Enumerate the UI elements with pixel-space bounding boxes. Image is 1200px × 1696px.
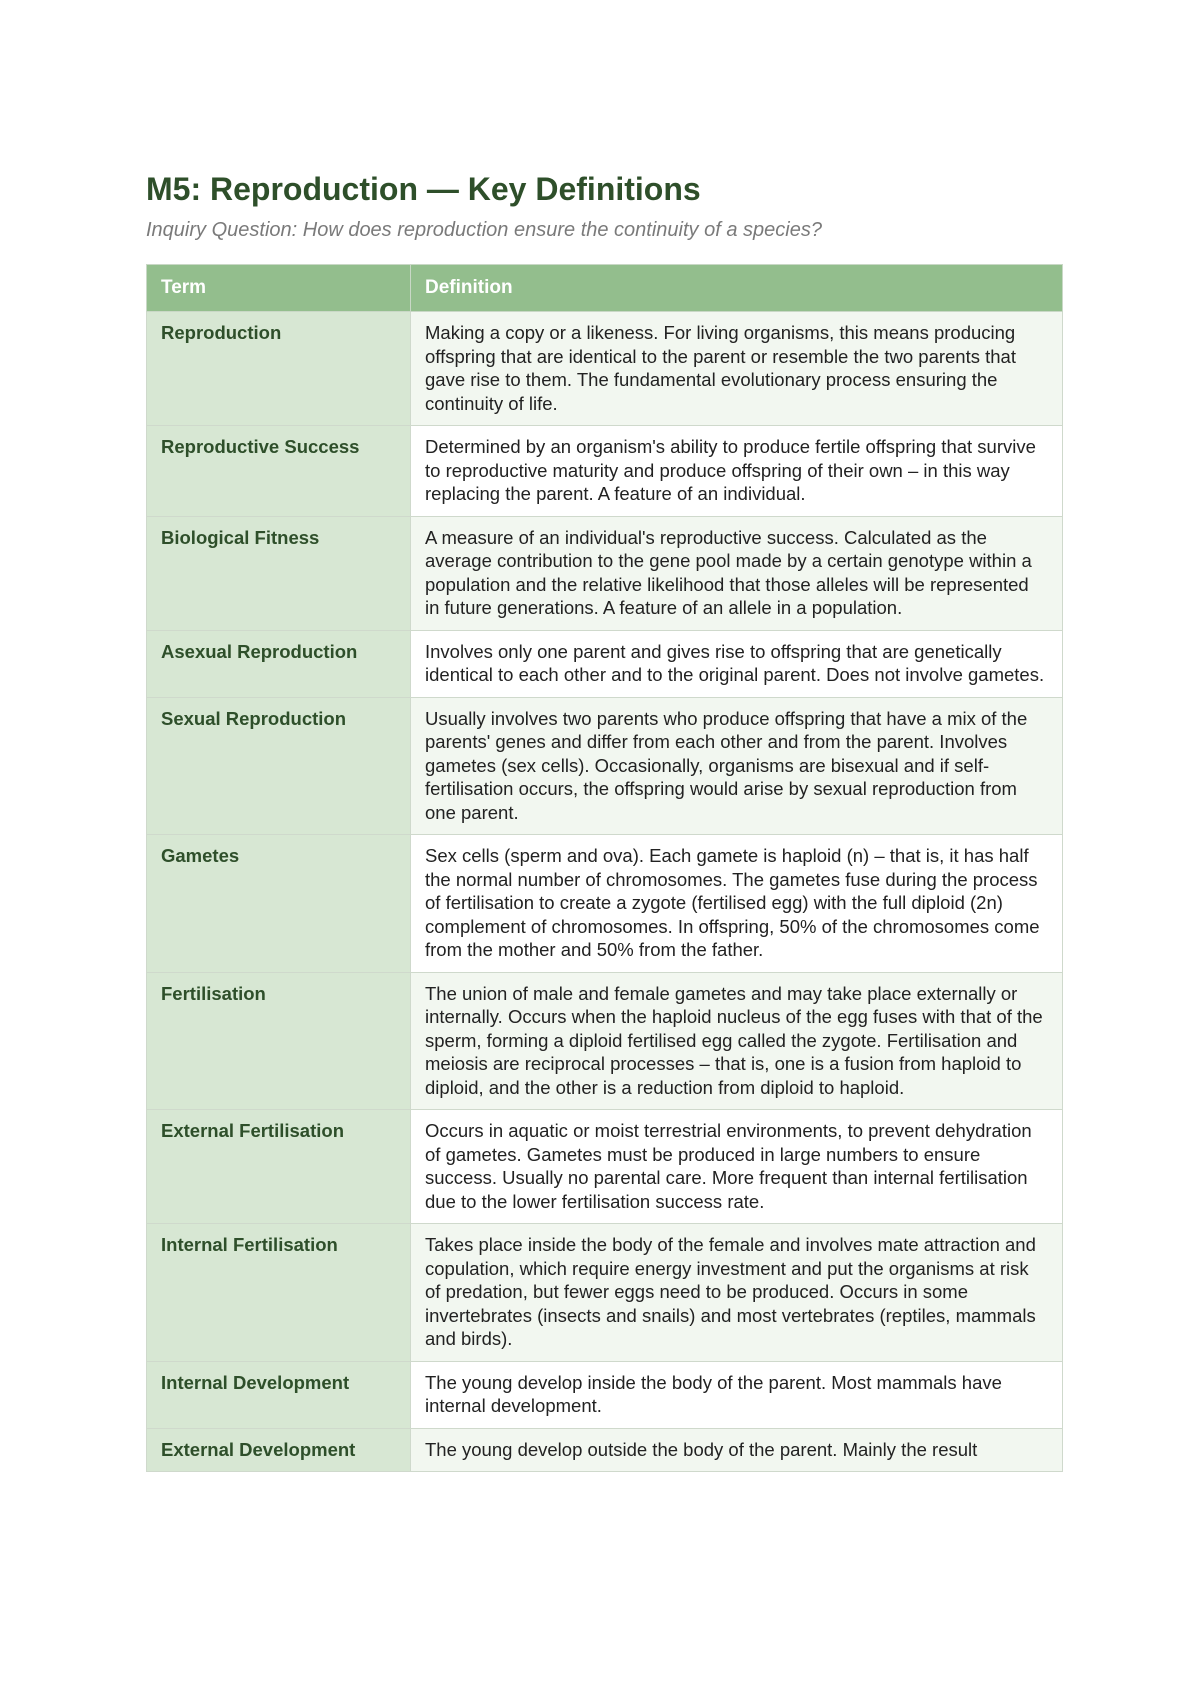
table-row	[147, 312, 1063, 426]
term-cell: Internal Development	[147, 1361, 411, 1428]
term-cell: Biological Fitness	[147, 516, 411, 630]
table-row	[147, 516, 1063, 630]
table-row	[147, 630, 1063, 697]
definition-cell: Takes place inside the body of the female and involves mate attraction and copulation, which require energy investment and put the organisms at risk of predation, but fewer eggs need to be produced. Occurs in some invertebrates (insects and snails) and most vertebrates (reptiles, mammals and birds).	[411, 1224, 1063, 1362]
term-cell: Sexual Reproduction	[147, 697, 411, 835]
definition-cell: The union of male and female gametes and may take place externally or internally. Occurs when the haploid nucleus of the egg fuses with that of the sperm, forming a diploid fertilised egg called the zygote. Fertilisation and meiosis are reciprocal processes – that is, one is a fusion from haploid to diploid, and the other is a reduction from diploid to haploid.	[411, 972, 1063, 1110]
table-row	[147, 697, 1063, 835]
page-title: M5: Reproduction — Key Definitions	[146, 171, 701, 207]
term-cell: Fertilisation	[147, 972, 411, 1110]
header-definition: Definition	[411, 265, 1063, 312]
table-row	[147, 835, 1063, 973]
definition-cell: The young develop inside the body of the parent. Most mammals have internal development.	[411, 1361, 1063, 1428]
definition-cell: Occurs in aquatic or moist terrestrial environments, to prevent dehydration of gametes. Gametes must be produced in large numbers to ensure success. Usually no parental care. More frequent than internal fertilisation due to the lower fertilisation success rate.	[411, 1110, 1063, 1224]
term-cell: Asexual Reproduction	[147, 630, 411, 697]
term-cell: External Fertilisation	[147, 1110, 411, 1224]
definition-cell: Sex cells (sperm and ova). Each gamete is haploid (n) – that is, it has half the normal number of chromosomes. The gametes fuse during the process of fertilisation to create a zygote (fertilised egg) with the full diploid (2n) complement of chromosomes. In offspring, 50% of the chromosomes come from the mother and 50% from the father.	[411, 835, 1063, 973]
definition-cell: Making a copy or a likeness. For living organisms, this means producing offspring that are identical to the parent or resemble the two parents that gave rise to them. The fundamental evolutionary process ensuring the continuity of life.	[411, 312, 1063, 426]
term-cell: Internal Fertilisation	[147, 1224, 411, 1362]
table-row	[147, 972, 1063, 1110]
table-row	[147, 1110, 1063, 1224]
table-row	[147, 1428, 1063, 1472]
table-row	[147, 1224, 1063, 1362]
definition-cell: Involves only one parent and gives rise to offspring that are genetically identical to each other and to the original parent. Does not involve gametes.	[411, 630, 1063, 697]
term-cell: Gametes	[147, 835, 411, 973]
term-cell: External Development	[147, 1428, 411, 1472]
table-row	[147, 426, 1063, 517]
table-header-row	[147, 265, 1063, 312]
definition-cell: A measure of an individual's reproductive success. Calculated as the average contribution to the gene pool made by a certain genotype within a population and the relative likelihood that those alleles will be represented in future generations. A feature of an allele in a population.	[411, 516, 1063, 630]
table-row	[147, 1361, 1063, 1428]
definition-cell: The young develop outside the body of the parent. Mainly the result	[411, 1428, 1063, 1472]
definitions-table	[146, 264, 1063, 1472]
term-cell: Reproduction	[147, 312, 411, 426]
definition-cell: Usually involves two parents who produce offspring that have a mix of the parents' genes and differ from each other and from the parent. Involves gametes (sex cells). Occasionally, organisms are bisexual and if self-fertilisation occurs, the offspring would arise by sexual reproduction from one parent.	[411, 697, 1063, 835]
definition-cell: Determined by an organism's ability to produce fertile offspring that survive to reproductive maturity and produce offspring of their own – in this way replacing the parent. A feature of an individual.	[411, 426, 1063, 517]
inquiry-question: Inquiry Question: How does reproduction ensure the continuity of a species?	[146, 219, 822, 241]
document-page	[146, 170, 1062, 1472]
header-term: Term	[147, 265, 411, 312]
term-cell: Reproductive Success	[147, 426, 411, 517]
